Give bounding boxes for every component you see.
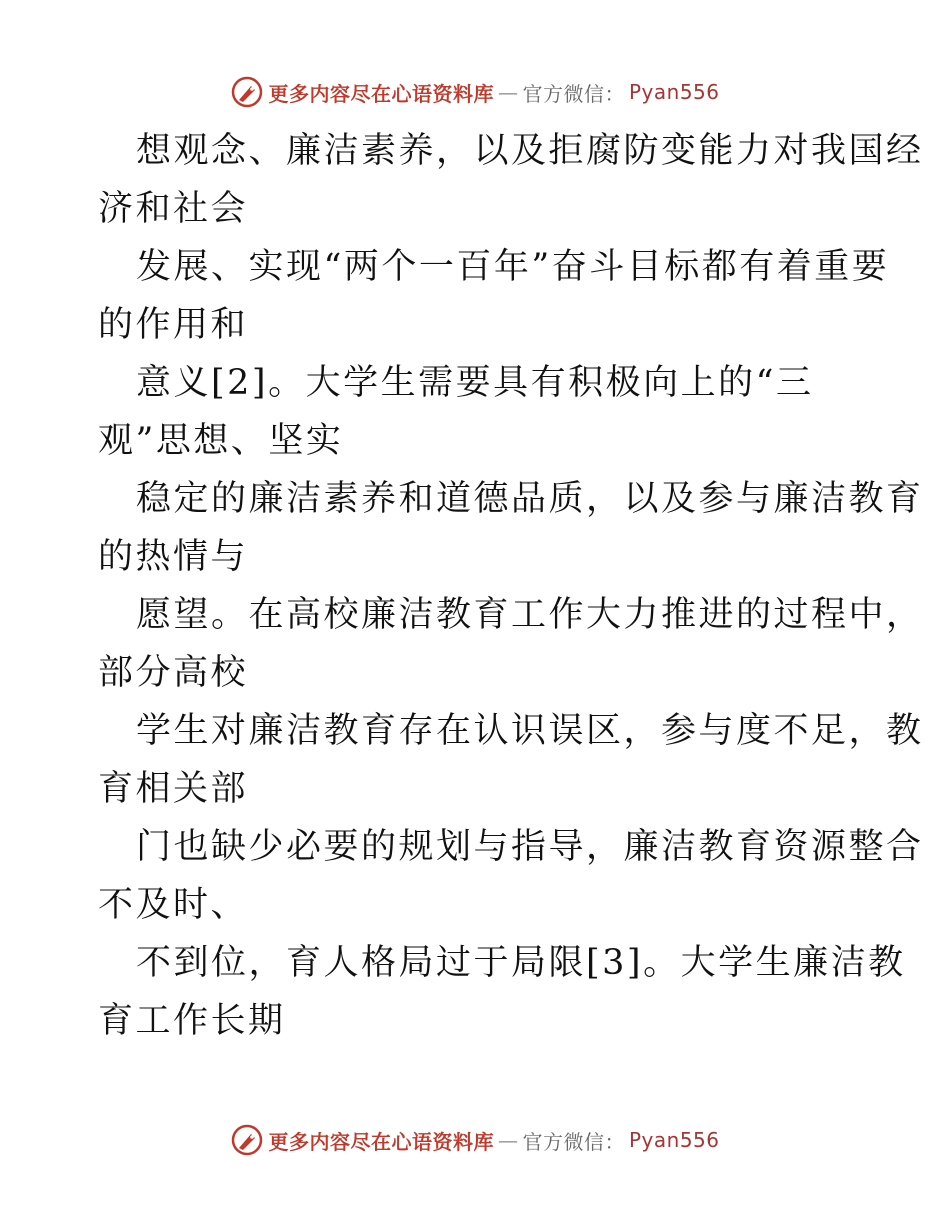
paragraph-line-continued: 育工作长期 bbox=[98, 1001, 286, 1041]
paragraph bbox=[0, 934, 950, 1050]
pen-nib-logo-icon bbox=[230, 75, 264, 109]
paragraph bbox=[0, 586, 950, 702]
paragraph-line-continued: 部分高校 bbox=[98, 653, 249, 693]
paragraph bbox=[0, 702, 950, 818]
header-banner bbox=[0, 72, 950, 112]
footer-wechat-id: Pyan556 bbox=[628, 1128, 720, 1152]
paragraph bbox=[0, 122, 950, 238]
paragraph-line: 学生对廉洁教育存在认识误区，参与度不足，教 bbox=[136, 711, 924, 751]
header-wechat-id: Pyan556 bbox=[628, 80, 720, 104]
paragraph-line-continued: 观”思想、坚实 bbox=[98, 421, 344, 461]
document-body bbox=[0, 122, 950, 1050]
paragraph-line: 不到位，育人格局过于局限[3]。大学生廉洁教 bbox=[136, 943, 906, 983]
paragraph bbox=[0, 354, 950, 470]
footer-banner bbox=[0, 1120, 950, 1160]
paragraph-line: 愿望。在高校廉洁教育工作大力推进的过程中， bbox=[136, 595, 924, 635]
paragraph-line-continued: 不及时、 bbox=[98, 885, 249, 925]
paragraph-line-continued: 育相关部 bbox=[98, 769, 249, 809]
paragraph bbox=[0, 470, 950, 586]
paragraph-line: 稳定的廉洁素养和道德品质，以及参与廉洁教育 bbox=[136, 479, 924, 519]
paragraph-line: 门也缺少必要的规划与指导，廉洁教育资源整合 bbox=[136, 827, 924, 867]
header-brand-text: 更多内容尽在心语资料库 bbox=[268, 81, 494, 106]
paragraph-line-continued: 济和社会 bbox=[98, 189, 249, 229]
paragraph bbox=[0, 818, 950, 934]
paragraph bbox=[0, 238, 950, 354]
footer-contact-label: 官方微信： bbox=[522, 1129, 625, 1154]
footer-brand-text: 更多内容尽在心语资料库 bbox=[268, 1129, 494, 1154]
pen-nib-logo-icon bbox=[230, 1123, 264, 1157]
paragraph-line-continued: 的作用和 bbox=[98, 305, 249, 345]
paragraph-line-continued: 的热情与 bbox=[98, 537, 249, 577]
header-contact-label: 官方微信： bbox=[522, 81, 625, 106]
header-dash: — bbox=[497, 80, 519, 104]
footer-dash: — bbox=[497, 1128, 519, 1152]
paragraph-line: 意义[2]。大学生需要具有积极向上的“三 bbox=[136, 363, 814, 403]
paragraph-line: 发展、实现“两个一百年”奋斗目标都有着重要 bbox=[136, 247, 890, 287]
paragraph-line: 想观念、廉洁素养，以及拒腐防变能力对我国经 bbox=[136, 131, 924, 171]
